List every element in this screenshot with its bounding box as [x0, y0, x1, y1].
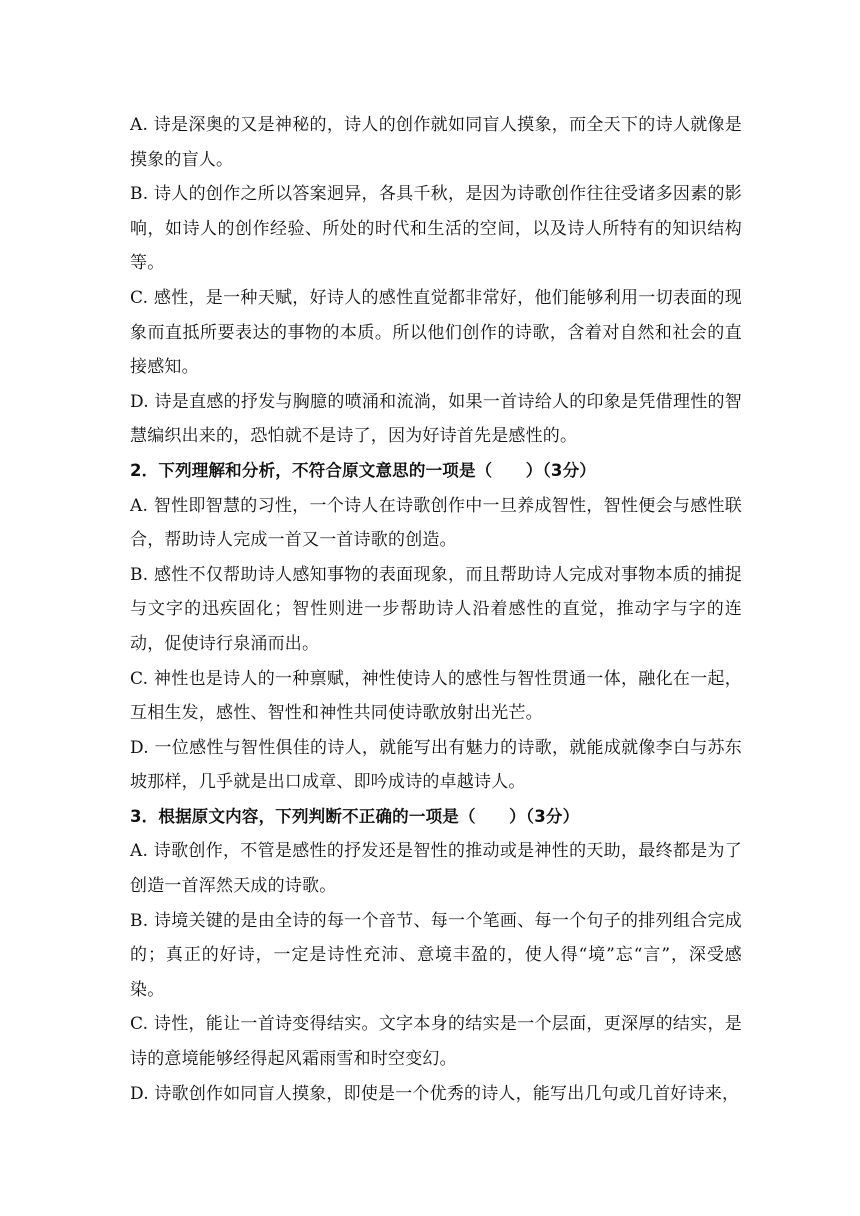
q3-stem: 3．根据原文内容，下列判断不正确的一项是（ ）（3分）	[130, 806, 580, 826]
q3-option-a: A. 诗歌创作，不管是感性的抒发还是智性的推动或是神性的天助，最终都是为了创造一首浑然天成的诗歌。	[130, 841, 742, 897]
q3-option-d: D. 诗歌创作如同盲人摸象，即使是一个优秀的诗人，能写出几句或几首好诗来，	[130, 1083, 740, 1104]
q3-option-b: B. 诗境关键的是由全诗的每一个音节、每一个笔画、每一个句子的排列组合完成的；真正的好诗，一定是诗性充沛、意境丰盈的，使人得“境”忘“言”，深受感染。	[130, 910, 742, 1000]
q2-option-c: C. 神性也是诗人的一种禀赋，神性使诗人的感性与智性贯通一体，融化在一起，互相生发，感性、智性和神性共同使诗歌放射出光芒。	[130, 668, 742, 724]
q1-option-d: D. 诗是直感的抒发与胸臆的喷涌和流淌，如果一首诗给人的印象是凭借理性的智慧编织出来的，恐怕就不是诗了，因为好诗首先是感性的。	[130, 391, 742, 447]
document-body	[130, 108, 742, 1111]
q2-option-b: B. 感性不仅帮助诗人感知事物的表面现象，而且帮助诗人完成对事物本质的捕捉与文字的迅疾固化；智性则进一步帮助诗人沿着感性的直觉，推动字与字的连动，促使诗行泉涌而出。	[130, 564, 742, 654]
q1-option-b: B. 诗人的创作之所以答案迥异，各具千秋，是因为诗歌创作往往受诸多因素的影响，如诗人的创作经验、所处的时代和生活的空间，以及诗人所特有的知识结构等。	[130, 184, 742, 274]
q1-option-c: C. 感性，是一种天赋，好诗人的感性直觉都非常好，他们能够利用一切表面的现象而直抵所要表达的事物的本质。所以他们创作的诗歌，含着对自然和社会的直接感知。	[130, 287, 742, 378]
q1-option-a: A. 诗是深奥的又是神秘的，诗人的创作就如同盲人摸象，而全天下的诗人就像是摸象的盲人。	[130, 115, 742, 170]
q3-option-c: C. 诗性，能让一首诗变得结实。文字本身的结实是一个层面，更深厚的结实，是诗的意境能够经得起风霜雨雪和时空变幻。	[130, 1014, 742, 1070]
q2-option-a: A. 智性即智慧的习性，一个诗人在诗歌创作中一旦养成智性，智性便会与感性联合，帮助诗人完成一首又一首诗歌的创造。	[130, 495, 742, 551]
q2-option-d: D. 一位感性与智性俱佳的诗人，就能写出有魅力的诗歌，就能成就像李白与苏东坡那样，几乎就是出口成章、即吟成诗的卓越诗人。	[130, 737, 742, 793]
q2-stem: 2．下列理解和分析，不符合原文意思的一项是（ ）（3分）	[130, 460, 597, 480]
